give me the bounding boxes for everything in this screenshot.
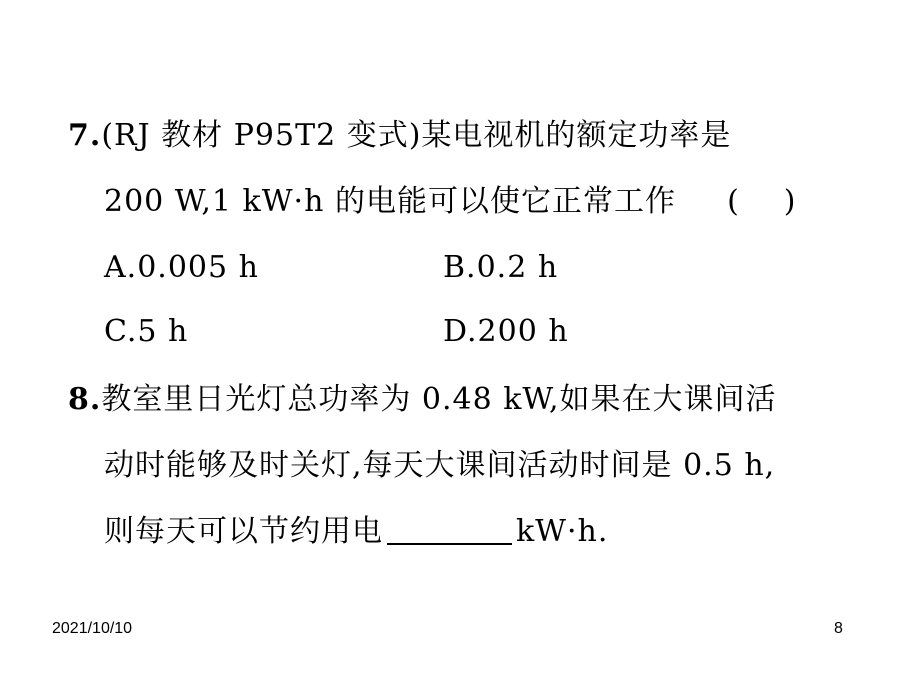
option-a-label: A. <box>104 250 138 285</box>
option-c-text: 5 h <box>137 314 189 349</box>
question-7-line-2 <box>104 182 797 222</box>
footer-date: 2021/10/10 <box>52 620 133 637</box>
question-7-stem-line-1: (RJ 教材 P95T2 变式)某电视机的额定功率是 <box>101 118 732 153</box>
footer-page-number: 8 <box>834 620 843 637</box>
option-b-label: B. <box>443 250 477 285</box>
question-7-stem-line-2: 200 W,1 kW·h 的电能可以使它正常工作 <box>104 184 676 219</box>
option-a-text: 0.005 h <box>137 250 259 285</box>
question-8-unit: kW·h. <box>516 514 609 549</box>
option-d-text: 200 h <box>477 314 569 349</box>
fill-in-blank[interactable] <box>387 513 512 545</box>
question-8-line-3 <box>104 512 608 552</box>
option-d-label: D. <box>443 314 478 349</box>
answer-paren-open: ( <box>727 184 740 219</box>
question-8-line-2 <box>104 446 775 486</box>
option-c-label: C. <box>104 314 138 349</box>
question-8-stem-line-1: 教室里日光灯总功率为 0.48 kW,如果在大课间活 <box>101 382 777 417</box>
question-8-line-1 <box>68 380 777 420</box>
question-8-stem-line-3: 则每天可以节约用电 <box>104 514 383 549</box>
question-8-stem-line-2: 动时能够及时关灯,每天大课间活动时间是 0.5 h, <box>104 448 776 483</box>
question-8-number: 8. <box>68 382 102 417</box>
option-d[interactable] <box>443 312 569 352</box>
option-b[interactable] <box>443 248 558 288</box>
option-b-text: 0.2 h <box>476 250 559 285</box>
answer-paren-close: ) <box>783 184 797 219</box>
question-7-number: 7. <box>68 118 102 153</box>
question-7-line-1 <box>68 116 731 156</box>
option-a[interactable] <box>104 248 259 288</box>
option-c[interactable] <box>104 312 188 352</box>
